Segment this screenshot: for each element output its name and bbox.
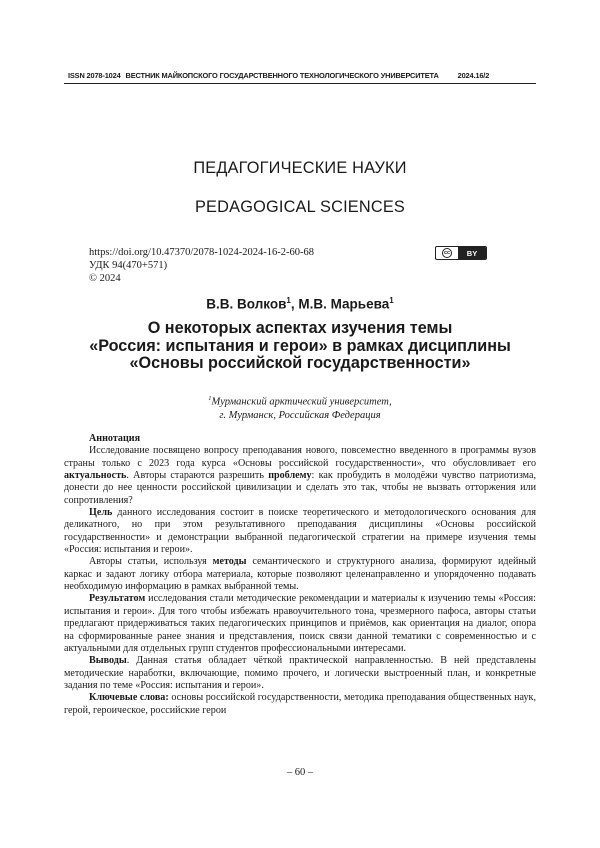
journal-header [68, 71, 538, 80]
authors: В.В. Волков$^1$, М.В. Марьева$^1$ [206, 296, 394, 312]
section-title-ru: ПЕДАГОГИЧЕСКИЕ НАУКИ [193, 158, 407, 177]
abstract-paragraph: Цель данного исследования состоит в поиске теоретического и методологического основания для деликатного, но при этом результативного преподавания дисциплины «Основы российской государственности» и демонстрации выбранной педагогической стратегии на примере изучения темы «Россия: испытания и герои». [64, 507, 536, 556]
author-affiliation-mark: 1 [389, 296, 394, 305]
article-meta [89, 246, 314, 285]
author-volkov: В.В. Волков [206, 296, 287, 312]
doi-link[interactable]: https://doi.org/10.47370/2078-1024-2024-16-2-60-68 [89, 247, 314, 258]
issn: ISSN 2078-1024 [68, 71, 121, 80]
abstract-paragraph: Исследование посвящено вопросу преподавания нового, повсеместно введенного в программы вузов страны только с 2023 года курса «Основы российской государственности», что обусловливает его актуальность. Авторы стараются разрешить проблему: как пробудить в молодёжи чувство патриотизма, донести до нее ценности российской цивилизации и сделать это так, чтобы не вызвать отторжения или сопротивления? [64, 445, 536, 506]
abstract-heading: Аннотация [89, 433, 141, 444]
license-by-label: BY [458, 247, 486, 259]
affiliation: $^1$Мурманский арктический университет, г. Мурманск, Российская Федерация [208, 395, 392, 421]
header-divider [64, 83, 536, 84]
copyright: © 2024 [89, 273, 121, 284]
abstract-paragraph: Результатом исследования стали методические рекомендации и материалы к изучению темы «Россия: испытания и герои». Для того чтобы избежать нравоучительного тона, чрезмерного пафоса, авторы статьи предлагают придерживаться таких педагогических принципов и приёмов, как ориентация на диалог, опора на сформированные ранее знания и представления, поиск связи данной тематики с современностью и с актуальными для отдельных групп студентов профессиональными интересами. [64, 593, 536, 654]
creative-commons-icon: cc [443, 250, 451, 256]
cc-by-license-badge[interactable] [435, 246, 487, 260]
page-number: – 60 – [286, 767, 314, 778]
author-maryeva: М.В. Марьева [298, 296, 390, 312]
udk-code: УДК 94(470+571) [89, 260, 168, 271]
abstract-paragraph: Авторы статьи, используя методы семантического и структурного анализа, формируют идейный каркас и задают логику отбора материала, которые позволяют целенаправленно и упорядоченно подавать необходимую информацию в рамках выбранной темы. [64, 556, 536, 593]
abstract [64, 433, 536, 717]
section-title-en: PEDAGOGICAL SCIENCES [194, 197, 405, 216]
article-title: О некоторых аспектах изучения темы «Россия: испытания и герои» в рамках дисциплины «Основы российской государственности» [89, 319, 511, 372]
abstract-paragraph: Выводы. Данная статья обладает чёткой практической направленностью. В ней представлены методические наработки, включающие, помимо прочего, и логически выстроенный план, и конкретные задания по теме «Россия: испытания и герои». [64, 655, 536, 691]
keywords: Ключевые слова: основы российской государственности, методика преподавания общественных наук, герой, героическое, российские герои [64, 692, 536, 716]
journal-name: ВЕСТНИК МАЙКОПСКОГО ГОСУДАРСТВЕННОГО ТЕХНОЛОГИЧЕСКОГО УНИВЕРСИТЕТА [125, 71, 439, 80]
issue-number: 2024.16/2 [457, 71, 490, 80]
author-affiliation-mark: 1 [286, 296, 291, 305]
